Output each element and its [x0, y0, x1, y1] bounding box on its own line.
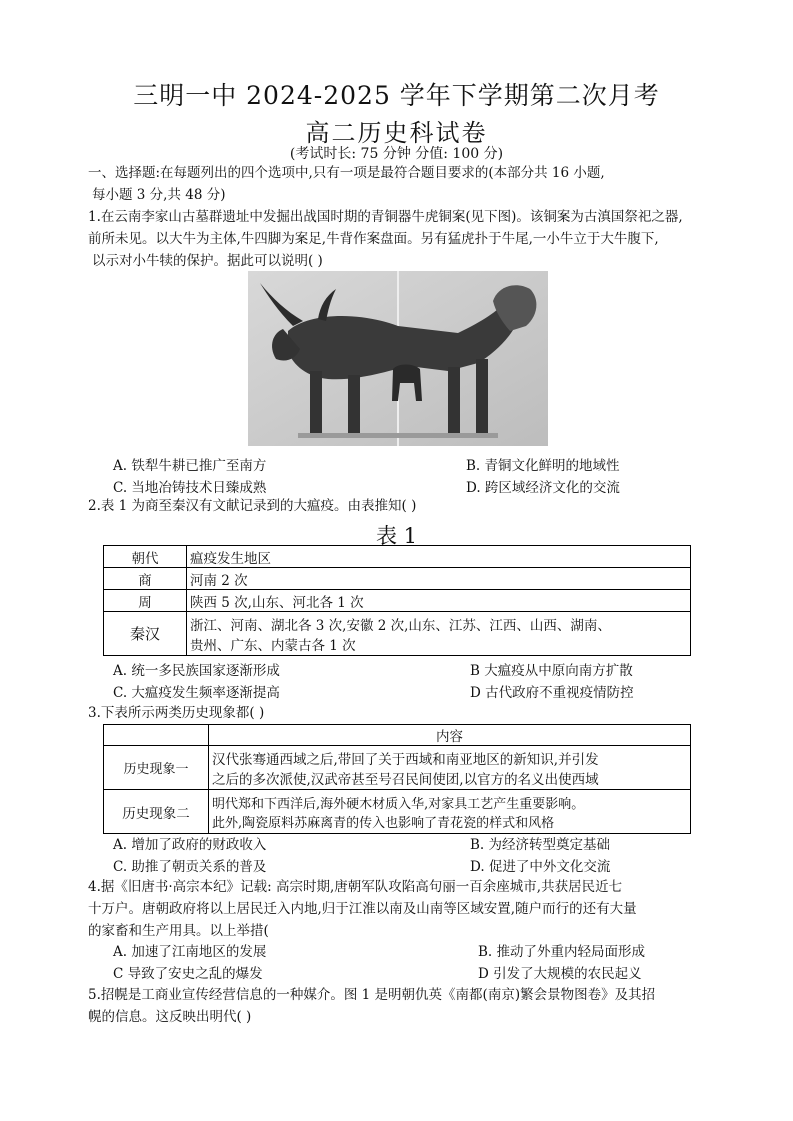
table-cell: 秦汉: [104, 612, 187, 656]
table-cell: 周: [104, 590, 187, 612]
plague-table: [103, 545, 691, 656]
table-header-region: 瘟疫发生地区: [187, 546, 691, 568]
q3-option-b[interactable]: B. 为经济转型奠定基础: [470, 837, 611, 853]
phenomena-table: [103, 724, 691, 834]
table-cell: 商: [104, 568, 187, 590]
bronze-ox-tiger-illustration: [248, 271, 548, 446]
question-5-stem: 5.招幌是工商业宣传经营信息的一种媒介。图 1 是明朝仇英《南都(南京)繁会景物图卷》及其招 幌的信息。这反映出明代( ): [88, 987, 656, 1025]
q1-option-b[interactable]: B. 青铜文化鲜明的地域性: [466, 458, 620, 474]
table-header-dynasty: 朝代: [104, 546, 187, 568]
table-cell: 历史现象一: [104, 746, 209, 790]
section-instructions: 一、选择题:在每题列出的四个选项中,只有一项是最符合题目要求的(本部分共 16 小题, 每小题 3 分,共 48 分): [88, 165, 605, 203]
question-4-stem: 4.据《旧唐书·高宗本纪》记载: 高宗时期,唐朝军队攻陷高句丽一百余座城市,共获居民近七 十万户。唐朝政府将以上居民迁入内地,归于江淮以南及山南等区域安置,随户而行的还有大量 的家畜和生产用具。以上举措(: [88, 879, 637, 939]
q2-option-a[interactable]: A. 统一多民族国家逐渐形成: [113, 663, 280, 679]
q4-option-a[interactable]: A. 加速了江南地区的发展: [113, 944, 267, 960]
q2-option-d[interactable]: D 古代政府不重视疫情防控: [470, 685, 634, 701]
q1-option-c[interactable]: C. 当地冶铸技术日臻成熟: [113, 480, 267, 496]
exam-info: (考试时长: 75 分钟 分值: 100 分): [289, 146, 504, 162]
q4-option-b[interactable]: B. 推动了外重内轻局面形成: [478, 944, 646, 960]
table-1-title: 表 1: [375, 524, 418, 548]
table-cell: 陕西 5 次,山东、河北各 1 次: [187, 590, 691, 612]
table-header-content: 内容: [209, 725, 691, 746]
q2-option-b[interactable]: B 大瘟疫从中原向南方扩散: [470, 663, 633, 679]
table-cell: 浙江、河南、湖北各 3 次,安徽 2 次,山东、江苏、江西、山西、湖南、 贵州、广东、内蒙古各 1 次: [187, 612, 691, 656]
question-1-stem: 1.在云南李家山古墓群遗址中发掘出战国时期的青铜器牛虎铜案(见下图)。该铜案为古滇国祭祀之器, 前所未见。以大牛为主体,牛四脚为案足,牛背作案盘面。另有猛虎扑于牛尾,一小牛立于大牛腹下, 以示对小牛犊的保护。据此可以说明( ): [88, 209, 683, 269]
q1-option-d[interactable]: D. 跨区域经济文化的交流: [466, 480, 620, 496]
q1-option-a[interactable]: A. 铁犁牛耕已推广至南方: [113, 458, 267, 474]
q4-option-c[interactable]: C 导致了安史之乱的爆发: [113, 966, 263, 982]
exam-title: 三明一中 2024-2025 学年下学期第二次月考: [133, 81, 660, 110]
question-2-stem: 2.表 1 为商至秦汉有文献记录到的大瘟疫。由表推知( ): [88, 498, 417, 514]
exam-subtitle: 高二历史科试卷: [305, 119, 488, 147]
question-3-stem: 3.下表所示两类历史现象都( ): [88, 705, 265, 721]
q3-option-a[interactable]: A. 增加了政府的财政收入: [113, 837, 267, 853]
q4-option-d[interactable]: D 引发了大规模的农民起义: [478, 966, 642, 982]
table-cell: [104, 725, 209, 746]
q2-option-c[interactable]: C. 大瘟疫发生频率逐渐提高: [113, 685, 280, 701]
q3-option-c[interactable]: C. 助推了朝贡关系的普及: [113, 859, 267, 875]
bronze-ox-tiger-table-photo: [248, 271, 548, 446]
table-cell: 历史现象二: [104, 790, 209, 834]
table-cell: 汉代张骞通西域之后,带回了关于西域和南亚地区的新知识,并引发 之后的多次派使,汉武帝甚至号召民间使团,以官方的名义出使西域: [209, 746, 691, 790]
table-cell: 明代郑和下西洋后,海外硬木材质入华,对家具工艺产生重要影响。 此外,陶瓷原料苏麻离青的传入也影响了青花瓷的样式和风格: [209, 790, 691, 834]
table-cell: 河南 2 次: [187, 568, 691, 590]
q3-option-d[interactable]: D. 促进了中外文化交流: [470, 859, 611, 875]
